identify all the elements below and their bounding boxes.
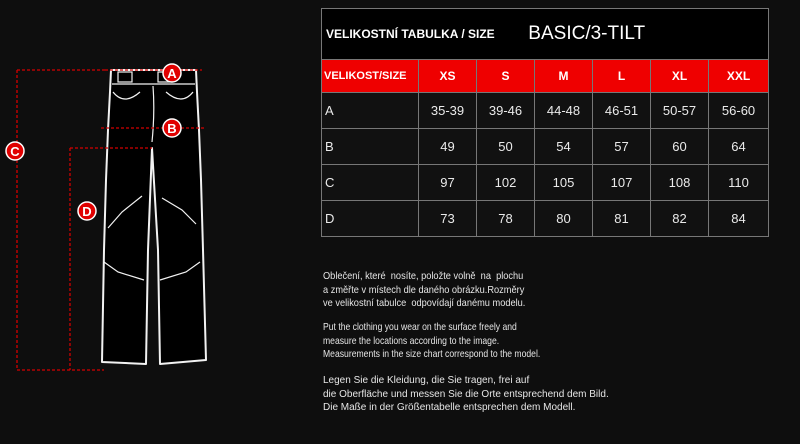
row-label: D (322, 201, 419, 237)
marker-a (163, 64, 181, 82)
size-header-m: M (535, 60, 593, 93)
size-header-l: L (593, 60, 651, 93)
size-chart-table (321, 8, 769, 237)
table-row (322, 93, 769, 129)
row-label: C (322, 165, 419, 201)
table-cell: 39-46 (477, 93, 535, 129)
table-cell: 54 (535, 129, 593, 165)
table-title-cell (322, 9, 769, 60)
table-cell: 110 (709, 165, 769, 201)
table-cell: 107 (593, 165, 651, 201)
size-header-xl: XL (651, 60, 709, 93)
instruction-line: ve velikostní tabulce odpovídají danému modelu. (323, 297, 526, 309)
table-cell: 108 (651, 165, 709, 201)
table-cell: 78 (477, 201, 535, 237)
row-label: B (322, 129, 419, 165)
table-cell: 56-60 (709, 93, 769, 129)
size-header-label: VELIKOST/SIZE (322, 60, 419, 93)
table-cell: 84 (709, 201, 769, 237)
table-row (322, 165, 769, 201)
table-cell: 35-39 (419, 93, 477, 129)
table-cell: 73 (419, 201, 477, 237)
size-header-xxl: XXL (709, 60, 769, 93)
table-cell: 46-51 (593, 93, 651, 129)
marker-b (163, 119, 181, 137)
row-label: A (322, 93, 419, 129)
table-cell: 82 (651, 201, 709, 237)
instruction-line: die Oberfläche und messen Sie die Orte entsprechend dem Bild. (323, 388, 609, 400)
instruction-line: Put the clothing you wear on the surface freely and (323, 321, 517, 333)
pants-measurement-diagram (0, 0, 300, 444)
marker-d-label: D (82, 204, 92, 219)
table-title-row (322, 9, 769, 60)
marker-b-label: B (167, 121, 177, 136)
instructions-czech (323, 270, 553, 311)
instruction-line: a změřte v místech dle daného obrázku.Rozměry (323, 283, 525, 296)
instruction-line: Legen Sie die Kleidung, die Sie tragen, frei auf (323, 375, 530, 386)
table-cell: 50-57 (651, 93, 709, 129)
table-cell: 60 (651, 129, 709, 165)
table-cell: 50 (477, 129, 535, 165)
instruction-line: Oblečení, které nosíte, položte volně na plochu (323, 270, 524, 282)
instruction-line: measure the locations according to the image. (323, 334, 500, 347)
table-cell: 102 (477, 165, 535, 201)
table-cell: 80 (535, 201, 593, 237)
marker-c-label: C (10, 144, 20, 159)
instructions-english (323, 321, 588, 362)
instructions-german (323, 374, 609, 415)
table-row (322, 201, 769, 237)
marker-a-label: A (167, 66, 177, 81)
table-cell: 57 (593, 129, 651, 165)
table-cell: 81 (593, 201, 651, 237)
table-cell: 97 (419, 165, 477, 201)
size-header-s: S (477, 60, 535, 93)
instruction-line: Measurements in the size chart correspond to the model. (323, 348, 541, 360)
table-cell: 64 (709, 129, 769, 165)
instruction-line: Die Maße in der Größentabelle entsprechen dem Modell. (323, 402, 576, 413)
marker-d (78, 202, 96, 220)
marker-c (6, 142, 24, 160)
size-header-xs: XS (419, 60, 477, 93)
product-name: BASIC/3-TILT (528, 23, 646, 44)
table-title: VELIKOSTNÍ TABULKA / SIZE (326, 27, 495, 41)
table-cell: 44-48 (535, 93, 593, 129)
table-cell: 49 (419, 129, 477, 165)
table-row (322, 129, 769, 165)
table-cell: 105 (535, 165, 593, 201)
table-header-row (322, 60, 769, 93)
